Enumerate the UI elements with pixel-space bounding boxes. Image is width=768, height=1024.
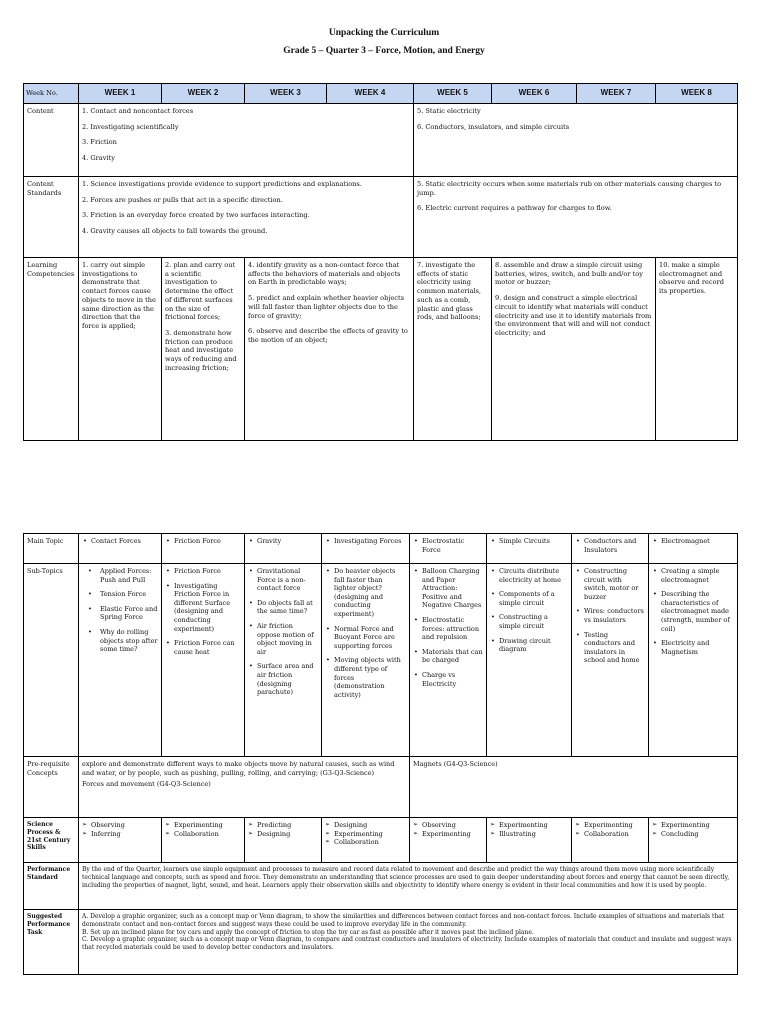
subtopic-item: • Air friction oppose motion of object moving in air xyxy=(257,622,318,656)
competency-item: 2. plan and carry out a scientific investigation to determine the effect of different surfaces on the size of frictional forces; xyxy=(165,261,236,322)
subtopic-item: • Electrostatic forces: attraction and repulsion xyxy=(422,616,483,642)
main-topic-cell xyxy=(649,534,738,564)
row-label xyxy=(24,910,79,975)
document-subtitle: Grade 5 – Quarter 3 – Force, Motion, and Energy xyxy=(283,46,485,56)
skills-cell xyxy=(79,818,162,863)
week-header: WEEK 6 xyxy=(492,84,577,104)
subtopic-item: • Creating a simple electromagnet xyxy=(661,567,734,584)
skill-item: ➢ Experimenting xyxy=(334,830,406,839)
content-item: 3. Friction xyxy=(82,138,117,147)
skill-item: ➢ Observing xyxy=(422,821,483,830)
standards-cell-weeks-1-4 xyxy=(79,177,414,258)
subtopic-cell xyxy=(162,564,245,757)
content-item: 4. Gravity xyxy=(82,154,115,163)
subtopic-item: • Charge vs Electricity xyxy=(422,671,483,688)
main-topic-cell xyxy=(572,534,649,564)
skill-item: ➢ Designing xyxy=(257,830,318,839)
week-header: WEEK 1 xyxy=(79,84,162,104)
subtopic-cell xyxy=(410,564,487,757)
main-topic-cell xyxy=(410,534,487,564)
subtopic-item: • Surface area and air friction (designing parachute) xyxy=(257,662,318,696)
competency-item: 8. assemble and draw a simple circuit using batteries, wires, switch, and bulb and/or toy motor or buzzer; xyxy=(495,261,643,287)
skill-item: ➢ Collaboration xyxy=(174,830,241,839)
skills-cell xyxy=(245,818,322,863)
week-header: WEEK 8 xyxy=(656,84,738,104)
skill-item: ➢ Experimenting xyxy=(661,821,734,830)
skill-item: ➢ Inferring xyxy=(91,830,158,839)
subtopic-item: • Testing conductors and insulators in school and home xyxy=(584,631,645,665)
week-header: WEEK 7 xyxy=(577,84,656,104)
subtopic-item: • Components of a simple circuit xyxy=(499,590,568,607)
task-item: C. Develop a graphic organizer, such as a concept map or Venn diagram, to compare and contrast conductors and insulators of electricity. Include examples of materials that conduct and insulate and suggest ways that recycled materials could be used to develop better conductors and insulators. xyxy=(82,936,732,951)
skill-item: ➢ Illustrating xyxy=(499,830,568,839)
main-topic-cell xyxy=(322,534,410,564)
competency-item: 1. carry out simple investigations to demonstrate that contact forces cause objects to move in the same direction as the direction that the force is applied; xyxy=(82,261,156,330)
skill-item: ➢ Collaboration xyxy=(584,830,645,839)
subtopic-item: • Drawing circuit diagram xyxy=(499,637,568,654)
main-topic-cell xyxy=(162,534,245,564)
subtopic-item: • Normal Force and Buoyant Force are supporting forces xyxy=(334,625,406,651)
subtopic-item: • Constructing a simple circuit xyxy=(499,613,568,630)
subtopic-cell xyxy=(79,564,162,757)
standards-cell-weeks-5-8 xyxy=(414,177,738,258)
subtopic-cell xyxy=(322,564,410,757)
subtopic-item: • Moving objects with different type of forces (demonstration activity) xyxy=(334,656,406,699)
prerequisite-row xyxy=(24,757,738,818)
competency-cell xyxy=(492,258,656,441)
week-header: WEEK 5 xyxy=(414,84,492,104)
prerequisite-text: explore and demonstrate different ways to make objects move by natural causes, such as wind and water, or by people, such as pushing, pulling, rolling, and carrying; (G3-Q3-Science) xyxy=(82,760,395,777)
performance-task-cell xyxy=(79,910,738,975)
subtopic-item: • Tension Force xyxy=(100,590,158,599)
content-row xyxy=(24,104,738,177)
subtopic-item: • Elastic Force and Spring Force xyxy=(100,605,158,622)
skill-item: ➢ Collaboration xyxy=(334,838,406,847)
standard-item: 6. Electric current requires a pathway for charges to flow. xyxy=(417,204,612,213)
prerequisite-text: Forces and movement (G4-Q3-Science) xyxy=(82,780,211,789)
week-header-row xyxy=(24,84,738,104)
subtopic-item: • Materials that can be charged xyxy=(422,648,483,665)
content-item: 2. Investigating scientifically xyxy=(82,122,179,131)
subtopic-item: • Gravitational Force is a non-contact force xyxy=(257,567,318,593)
standard-item: 1. Science investigations provide evidence to support predictions and explanations. xyxy=(82,180,362,188)
main-topic: • Contact Forces xyxy=(91,537,158,546)
performance-standard-text: By the end of the Quarter, learners use simple equipment and processes to measure and record data related to movement and describe and predict the way things around them move using more scientifically technical language and concepts, such as speed and force. They demonstrate an understanding that science processes are used to gain deeper understanding about forces and energy that cannot be seen directly, including the properties of magnet, light, sound, and heat. Learners apply their observation skills and objectivity to identify where energy is evident in their local communities and how it is used by people. xyxy=(79,863,738,910)
competency-cell xyxy=(245,258,414,441)
subtopic-cell xyxy=(487,564,572,757)
content-cell-weeks-5-8 xyxy=(414,104,738,177)
subtopic-cell xyxy=(245,564,322,757)
subtopic-item: • Describing the characteristics of electromagnet made (strength, number of coil) xyxy=(661,590,734,633)
subtopic-item: • Constructing circuit with switch, motor or buzzer xyxy=(584,567,645,601)
row-label: Main Topic xyxy=(24,534,79,564)
row-label xyxy=(24,818,79,863)
standard-item: 5. Static electricity occurs when some materials rub on other materials causing charges to jump. xyxy=(417,180,722,197)
main-topic: • Investigating Forces xyxy=(334,537,406,546)
performance-standard-row xyxy=(24,863,738,910)
skills-cell xyxy=(572,818,649,863)
weekly-plan-table xyxy=(23,83,738,441)
competency-item: 7. investigate the effects of static electricity using common materials, such as a comb, plastic and glass rods, and balloons; xyxy=(417,261,481,322)
performance-label: Performance Standard xyxy=(27,866,71,881)
content-item: 1. Contact and noncontact forces xyxy=(82,107,194,115)
performance-task-row xyxy=(24,910,738,975)
sub-topics-row xyxy=(24,564,738,757)
skill-item: ➢ Observing xyxy=(91,821,158,830)
subtopic-item: • Electricity and Magnetism xyxy=(661,639,734,656)
main-topic: • Conductors and Insulators xyxy=(584,537,645,554)
subtopic-item: • Do heavier objects fall faster than lighter object? (designing and conducting experiment) xyxy=(334,567,406,618)
week-no-label: Week No. xyxy=(24,84,79,104)
main-topic-cell xyxy=(245,534,322,564)
content-standards-row xyxy=(24,177,738,258)
subtopic-cell xyxy=(649,564,738,757)
main-topic: • Simple Circuits xyxy=(499,537,568,546)
standard-item: 2. Forces are pushes or pulls that act in a specific direction. xyxy=(82,195,283,204)
subtopic-cell xyxy=(572,564,649,757)
skills-label: Science Process & 21st Century Skills xyxy=(27,821,71,852)
skills-row xyxy=(24,818,738,863)
main-topic: • Electrostatic Force xyxy=(422,537,483,554)
row-label: Content xyxy=(24,104,79,177)
row-label: Sub-Topics xyxy=(24,564,79,757)
week-header: WEEK 2 xyxy=(162,84,245,104)
subtopic-item: • Circuits distribute electricity at home xyxy=(499,567,568,584)
competency-item: 3. demonstrate how friction can produce heat and investigate ways of reducing and increasing friction; xyxy=(165,328,237,372)
prerequisite-cell-left xyxy=(79,757,410,818)
competency-item: 9. design and construct a simple electrical circuit to identify what materials will conduct electricity and use it to identify materials from the environment that will and will not conduct electricity; and xyxy=(495,294,652,337)
skills-cell xyxy=(410,818,487,863)
subtopic-item: • Balloon Charging and Paper Attraction: Positive and Negative Charges xyxy=(422,567,483,610)
task-item: A. Develop a graphic organizer, such as a concept map or Venn diagram, to show the similarities and differences between contact forces and non-contact forces. Include examples of situations and materials that demonstrate contact and non-contact forces and suggest ways these could be used to improve everyday life in the community. xyxy=(82,913,725,928)
content-item: 5. Static electricity xyxy=(417,107,481,115)
main-topic-row xyxy=(24,534,738,564)
competency-item: 6. observe and describe the effects of gravity to the motion of an object; xyxy=(248,327,408,344)
competency-item: 10. make a simple electromagnet and observe and record its properties. xyxy=(659,261,724,296)
competency-cell xyxy=(162,258,245,441)
content-cell-weeks-1-4 xyxy=(79,104,414,177)
skill-item: ➢ Concluding xyxy=(661,830,734,839)
subtopic-item: • Friction Force xyxy=(174,567,241,576)
subtopic-item: • Applied Forces: Push and Pull xyxy=(100,567,158,584)
competency-cell xyxy=(414,258,492,441)
content-item: 6. Conductors, insulators, and simple circuits xyxy=(417,122,570,131)
week-header: WEEK 4 xyxy=(327,84,414,104)
subtopic-item: • Do objects fall at the same time? xyxy=(257,599,318,616)
learning-competencies-row xyxy=(24,258,738,441)
row-label: Content Standards xyxy=(24,177,79,258)
competency-item: 5. predict and explain whether heavier objects will fall faster than lighter objects due to the force of gravity; xyxy=(248,294,405,320)
prerequisite-text: Magnets (G4-Q3-Science) xyxy=(413,760,498,769)
competency-cell xyxy=(656,258,738,441)
skill-item: ➢ Predicting xyxy=(257,821,318,830)
main-topic: • Friction Force xyxy=(174,537,241,546)
prerequisite-cell-right xyxy=(410,757,738,818)
row-label xyxy=(24,863,79,910)
task-label: Suggested Performance Task xyxy=(27,913,71,936)
main-topic-cell xyxy=(487,534,572,564)
skills-cell xyxy=(649,818,738,863)
row-label: Learning Competencies xyxy=(24,258,79,441)
task-item: B. Set up an inclined plane for toy cars and apply the concept of friction to stop the toy car as fast as possible after it moves past the inclined plane. xyxy=(82,928,534,936)
row-label: Pre-requisite Concepts xyxy=(24,757,79,818)
subtopic-item: • Why do rolling objects stop after some time? xyxy=(100,628,158,654)
competency-item: 4. identify gravity as a non-contact force that affects the behaviors of materials and objects on Earth in predictable ways; xyxy=(248,261,401,287)
skills-cell xyxy=(322,818,410,863)
standard-item: 4. Gravity causes all objects to fall towards the ground. xyxy=(82,227,268,236)
main-topic: • Electromagnet xyxy=(661,537,734,546)
main-topic: • Gravity xyxy=(257,537,318,546)
subtopic-item: • Friction Force can cause heat xyxy=(174,639,241,656)
competency-cell xyxy=(79,258,162,441)
subtopic-item: • Wires: conductors vs insulators xyxy=(584,607,645,624)
skill-item: ➢ Experimenting xyxy=(174,821,241,830)
skills-cell xyxy=(487,818,572,863)
skill-item: ➢ Experimenting xyxy=(422,830,483,839)
skill-item: ➢ Experimenting xyxy=(499,821,568,830)
skill-item: ➢ Experimenting xyxy=(584,821,645,830)
standard-item: 3. Friction is an everyday force created by two surfaces interacting. xyxy=(82,211,310,220)
topics-table xyxy=(23,533,738,975)
skill-item: ➢ Designing xyxy=(334,821,406,830)
skills-cell xyxy=(162,818,245,863)
document-title: Unpacking the Curriculum xyxy=(328,28,440,38)
subtopic-item: • Investigating Friction Force in different Surface (designing and conducting experiment) xyxy=(174,582,241,633)
week-header: WEEK 3 xyxy=(245,84,327,104)
main-topic-cell xyxy=(79,534,162,564)
